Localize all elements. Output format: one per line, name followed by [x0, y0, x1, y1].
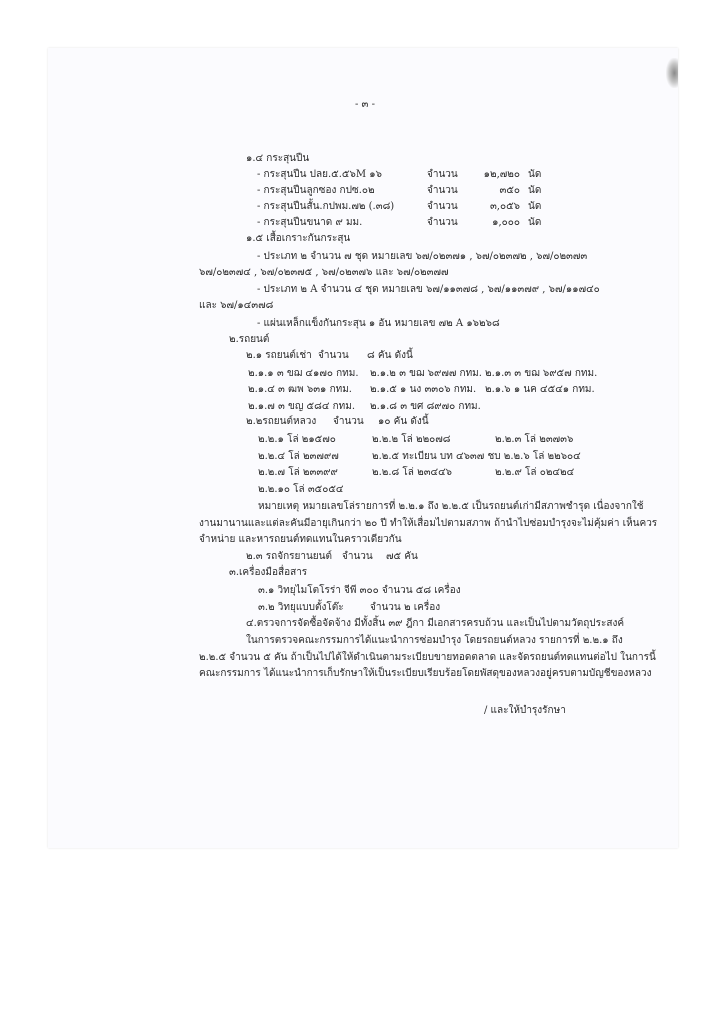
radio-desktop-label: ๓.๒ วิทยุแบบตั้งโต๊ะ: [258, 602, 344, 613]
ammo-qty-label: จำนวน: [427, 169, 458, 180]
ammo-item: - กระสุนปืนลูกซอง กปซ.๐๒: [257, 185, 375, 196]
ammo-unit: นัด: [528, 185, 542, 196]
rental-car-entry: ๒.๑.๒ ๓ ขฌ ๖๙๗๗ กทม.: [370, 368, 482, 379]
govt-cars-qty-label: จำนวน: [333, 416, 364, 427]
note-line1: หมายเหตุ หมายเลขโล่รายการที่ ๒.๒.๑ ถึง ๒.๒.๕ เป็นรถยนต์เก่ามีสภาพชำรุด เนื่องจากใช้: [258, 501, 644, 512]
note-line2: งานมานานและแต่ละคันมีอายุเกินกว่า ๒๐ ปี ทำให้เสื่อมไปตามสภาพ ถ้านำไปซ่อมบำรุงจะไม่คุ้มค่า เห็นควร: [199, 518, 658, 529]
ammo-item: - กระสุนปืน ปลย.๕.๕๖M ๑๖: [257, 169, 382, 180]
ammo-unit: นัด: [528, 217, 542, 228]
rental-car-entry: ๒.๑.๖ ๑ นค ๔๕๔๑ กทม.: [485, 384, 595, 395]
continuation-note: / และให้บำรุงรักษา: [484, 705, 566, 716]
govt-car-entry: ๒.๒.๙ โล่ ๐๒๔๒๔: [495, 467, 575, 478]
motorcycles-label: ๒.๓ รถจักรยานยนต์: [246, 551, 332, 562]
section-4-line3: ๒.๒.๕ จำนวน ๕ คัน ถ้าเป็นไปได้ให้ดำเนินตามระเบียบขายทอดตลาด และจัดรถยนต์ทดแทนต่อไป ในการนี้: [199, 652, 656, 663]
vest-type2-line1: - ประเภท ๒ จำนวน ๗ ชุด หมายเลข ๖๗/๐๒๓๗๑ , ๖๗/๐๒๓๗๒ , ๖๗/๐๒๓๗๓: [257, 251, 588, 262]
ammo-qty-label: จำนวน: [427, 185, 458, 196]
govt-cars-qty: ๑๐ คัน ดังนี้: [378, 416, 429, 427]
ammo-qty-label: จำนวน: [427, 201, 458, 212]
rental-car-entry: ๒.๑.๔ ๓ ฒพ ๖๓๑ กทม.: [248, 384, 352, 395]
govt-car-entry: ๒.๒.๑๐ โล่ ๓๕๐๕๔: [258, 484, 344, 495]
radio-portable: ๓.๑ วิทยุไมโตโรร่า จีพี ๓๐๐ จำนวน ๕๘ เครื่อง: [258, 585, 461, 596]
motorcycles-qty-label: จำนวน: [342, 551, 373, 562]
motorcycles-qty: ๗๕ คัน: [386, 551, 418, 562]
ammo-qty: ๓๕๐: [499, 185, 520, 196]
rental-car-entry: ๒.๑.๘ ๓ ขศ ๘๙๗๐ กทม.: [370, 401, 481, 412]
ammo-qty-label: จำนวน: [427, 217, 458, 228]
vest-type2a-line1: - ประเภท ๒ A จำนวน ๔ ชุด หมายเลข ๖๗/๑๑๓๗๘ , ๖๗/๑๑๓๗๙ , ๖๗/๑๑๗๔๐: [257, 284, 600, 295]
rental-cars-header: ๒.๑ รถยนต์เช่า: [246, 350, 312, 361]
rental-car-entry: ๒.๑.๑ ๓ ขฌ ๔๑๗๐ กทม.: [248, 368, 359, 379]
section-1-4-title: ๑.๔ กระสุนปืน: [246, 153, 310, 164]
section-1-5-title: ๑.๕ เสื้อเกราะกันกระสุน: [246, 233, 351, 244]
vest-type2a-line2: และ ๖๗/๑๔๓๗๘: [199, 300, 274, 311]
ammo-qty: ๑๒,๗๒๐: [483, 169, 520, 180]
rental-car-entry: ๒.๑.๕ ๑ นง ๓๓๐๖ กทม.: [370, 384, 477, 395]
govt-car-entry: ๒.๒.๘ โล่ ๒๓๔๔๖: [372, 467, 453, 478]
section-4-line1: ๔.ตรวจการจัดซื้อจัดจ้าง มีทั้งสิ้น ๓๙ ฎีกา มีเอกสารครบถ้วน และเป็นไปตามวัตถุประสงค์: [246, 618, 625, 629]
govt-car-entry: ๒.๒.๑ โล่ ๒๑๕๗๐: [258, 434, 336, 445]
govt-car-entry: ๒.๒.๓ โล่ ๒๓๗๓๖: [495, 434, 574, 445]
section-3-title: ๓.เครื่องมือสื่อสาร: [229, 567, 308, 578]
govt-cars-header: ๒.๒รถยนต์หลวง: [246, 416, 317, 427]
govt-car-entry: ๒.๒.๔ โล่ ๒๓๗๙๗: [258, 451, 339, 462]
ammo-qty: ๓,๐๕๖: [489, 201, 520, 212]
section-4-line4: คณะกรรมการ ได้แนะนำการเก็บรักษาให้เป็นระเบียบเรียบร้อยโดยพัสดุของหลวงอยู่ครบตามบัญชีของหลวง: [199, 668, 652, 679]
note-line3: จำหน่าย และหารถยนต์ทดแทนในคราวเดียวกัน: [199, 534, 402, 545]
ammo-unit: นัด: [528, 201, 542, 212]
ammo-qty: ๑,๐๐๐: [492, 217, 520, 228]
armor-plate: - แผ่นเหล็กแข็งกันกระสุน ๑ อัน หมายเลข ๗๒ A ๑๖๒๖๘: [257, 318, 500, 329]
vest-type2-line2: ๖๗/๐๒๓๗๔ , ๖๗/๐๒๓๗๕ , ๖๗/๐๒๓๗๖ และ ๖๗/๐๒๓๗๗: [199, 267, 449, 278]
section-2-title: ๒.รถยนต์: [229, 334, 270, 345]
rental-car-entry: ๒.๑.๗ ๓ ขญ ๕๘๔ กทม.: [248, 401, 355, 412]
rental-cars-qty-label: จำนวน: [318, 350, 349, 361]
govt-car-entry: ๒.๒.๕ ทะเบียน บท ๔๖๓๗ ชบ ๒.๒.๖ โล่ ๒๒๖๐๔: [372, 451, 581, 462]
scan-smudge: [666, 58, 678, 88]
govt-car-entry: ๒.๒.๒ โล่ ๒๒๐๗๘: [372, 434, 451, 445]
rental-car-entry: ๒.๑.๓ ๓ ขฌ ๖๙๕๗ กทม.: [485, 368, 598, 379]
ammo-item: - กระสุนปืนสั้น.กปพม.๗๒ (.๓๘): [257, 201, 395, 212]
govt-car-entry: ๒.๒.๗ โล่ ๒๓๓๙๙: [258, 467, 338, 478]
radio-desktop-qty: จำนวน ๒ เครื่อง: [370, 602, 441, 613]
rental-cars-qty: ๘ คัน ดังนี้: [367, 350, 413, 361]
page-number: - ๓ -: [355, 99, 375, 110]
ammo-unit: นัด: [528, 169, 542, 180]
ammo-item: - กระสุนปืนขนาด ๙ มม.: [257, 217, 363, 228]
section-4-line2: ในการตรวจคณะกรรมการได้แนะนำการซ่อมบำรุง โดยรถยนต์หลวง รายการที่ ๒.๒.๑ ถึง: [246, 635, 623, 646]
